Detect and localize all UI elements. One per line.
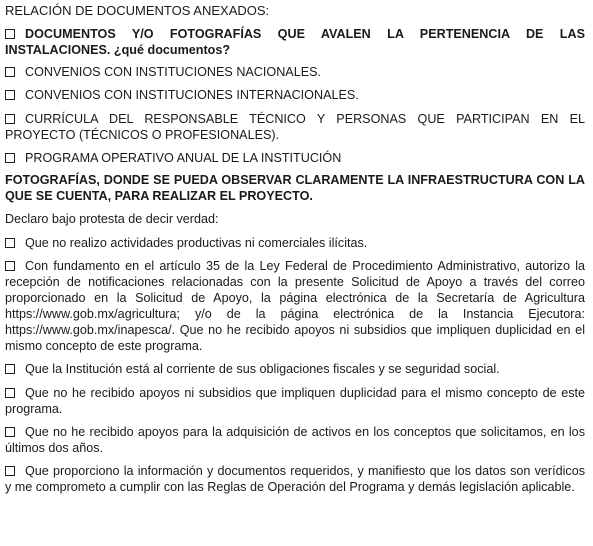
checkbox-decl-3[interactable] bbox=[5, 364, 15, 374]
checkbox-decl-1[interactable] bbox=[5, 238, 15, 248]
decl-item-5-label: Que no he recibido apoyos para la adquisición de activos en los conceptos que solicitamos, en los últimos dos años. bbox=[5, 425, 585, 455]
checkbox-decl-4[interactable] bbox=[5, 388, 15, 398]
decl-item-3 bbox=[5, 361, 585, 377]
checkbox-doc-4[interactable] bbox=[5, 114, 15, 124]
checkbox-doc-5[interactable] bbox=[5, 153, 15, 163]
doc-item-1-label: DOCUMENTOS Y/O FOTOGRAFÍAS QUE AVALEN LA PERTENENCIA DE LAS INSTALACIONES. ¿qué documentos? bbox=[5, 27, 585, 57]
decl-item-4-label: Que no he recibido apoyos ni subsidios que impliquen duplicidad para el mismo concepto de este programa. bbox=[5, 386, 585, 416]
checkbox-decl-6[interactable] bbox=[5, 466, 15, 476]
checkbox-decl-2[interactable] bbox=[5, 261, 15, 271]
declaro-label: Declaro bajo protesta de decir verdad: bbox=[5, 212, 219, 226]
decl-item-4 bbox=[5, 385, 585, 417]
checkbox-doc-2[interactable] bbox=[5, 67, 15, 77]
decl-item-3-label: Que la Institución está al corriente de sus obligaciones fiscales y se seguridad social. bbox=[25, 362, 500, 376]
section-title: RELACIÓN DE DOCUMENTOS ANEXADOS: bbox=[5, 3, 270, 18]
decl-item-2-label: Con fundamento en el artículo 35 de la Ley Federal de Procedimiento Administrativo, autorizo la recepción de notificaciones relacionadas con la presente Solicitud de Apoyo a través del correo proporcionado en la Solicitud de Apoyo, la página electrónica de la Secretaría de Agricultura https://www.gob.mx/agricultura; y/o de la página electrónica de la Instancia Ejecutora: https://www.gob.mx/inapesca/. Que no he recibido apoyos ni subsidios que impliquen duplicidad en el mismo concepto de este programa. bbox=[5, 259, 585, 353]
decl-item-2 bbox=[5, 258, 585, 354]
doc-item-2 bbox=[5, 64, 585, 80]
decl-item-6-label: Que proporciono la información y documentos requeridos, y manifiesto que los datos son verídicos y me comprometo a cumplir con las Reglas de Operación del Programa y demás legislación aplicable. bbox=[5, 464, 585, 494]
doc-item-4-label: CURRÍCULA DEL RESPONSABLE TÉCNICO Y PERSONAS QUE PARTICIPAN EN EL PROYECTO (TÉCNICOS O PROFESIONALES). bbox=[5, 112, 585, 142]
doc-item-5 bbox=[5, 150, 585, 166]
decl-item-1 bbox=[5, 235, 585, 251]
doc-item-3-label: CONVENIOS CON INSTITUCIONES INTERNACIONALES. bbox=[25, 88, 359, 102]
doc-item-5-label: PROGRAMA OPERATIVO ANUAL DE LA INSTITUCIÓN bbox=[25, 151, 342, 165]
doc-item-4 bbox=[5, 111, 585, 143]
doc-item-3 bbox=[5, 87, 585, 103]
decl-item-1-label: Que no realizo actividades productivas ni comerciales ilícitas. bbox=[25, 236, 368, 250]
decl-item-5 bbox=[5, 424, 585, 456]
checkbox-doc-1[interactable] bbox=[5, 29, 15, 39]
fotografias-heading: FOTOGRAFÍAS, DONDE SE PUEDA OBSERVAR CLARAMENTE LA INFRAESTRUCTURA CON LA QUE SE CUENTA, PARA REALIZAR EL PROYECTO. bbox=[5, 173, 585, 203]
document-page bbox=[5, 3, 585, 495]
decl-item-6 bbox=[5, 463, 585, 495]
checkbox-doc-3[interactable] bbox=[5, 90, 15, 100]
doc-item-2-label: CONVENIOS CON INSTITUCIONES NACIONALES. bbox=[25, 65, 321, 79]
doc-item-1 bbox=[5, 26, 585, 58]
checkbox-decl-5[interactable] bbox=[5, 427, 15, 437]
